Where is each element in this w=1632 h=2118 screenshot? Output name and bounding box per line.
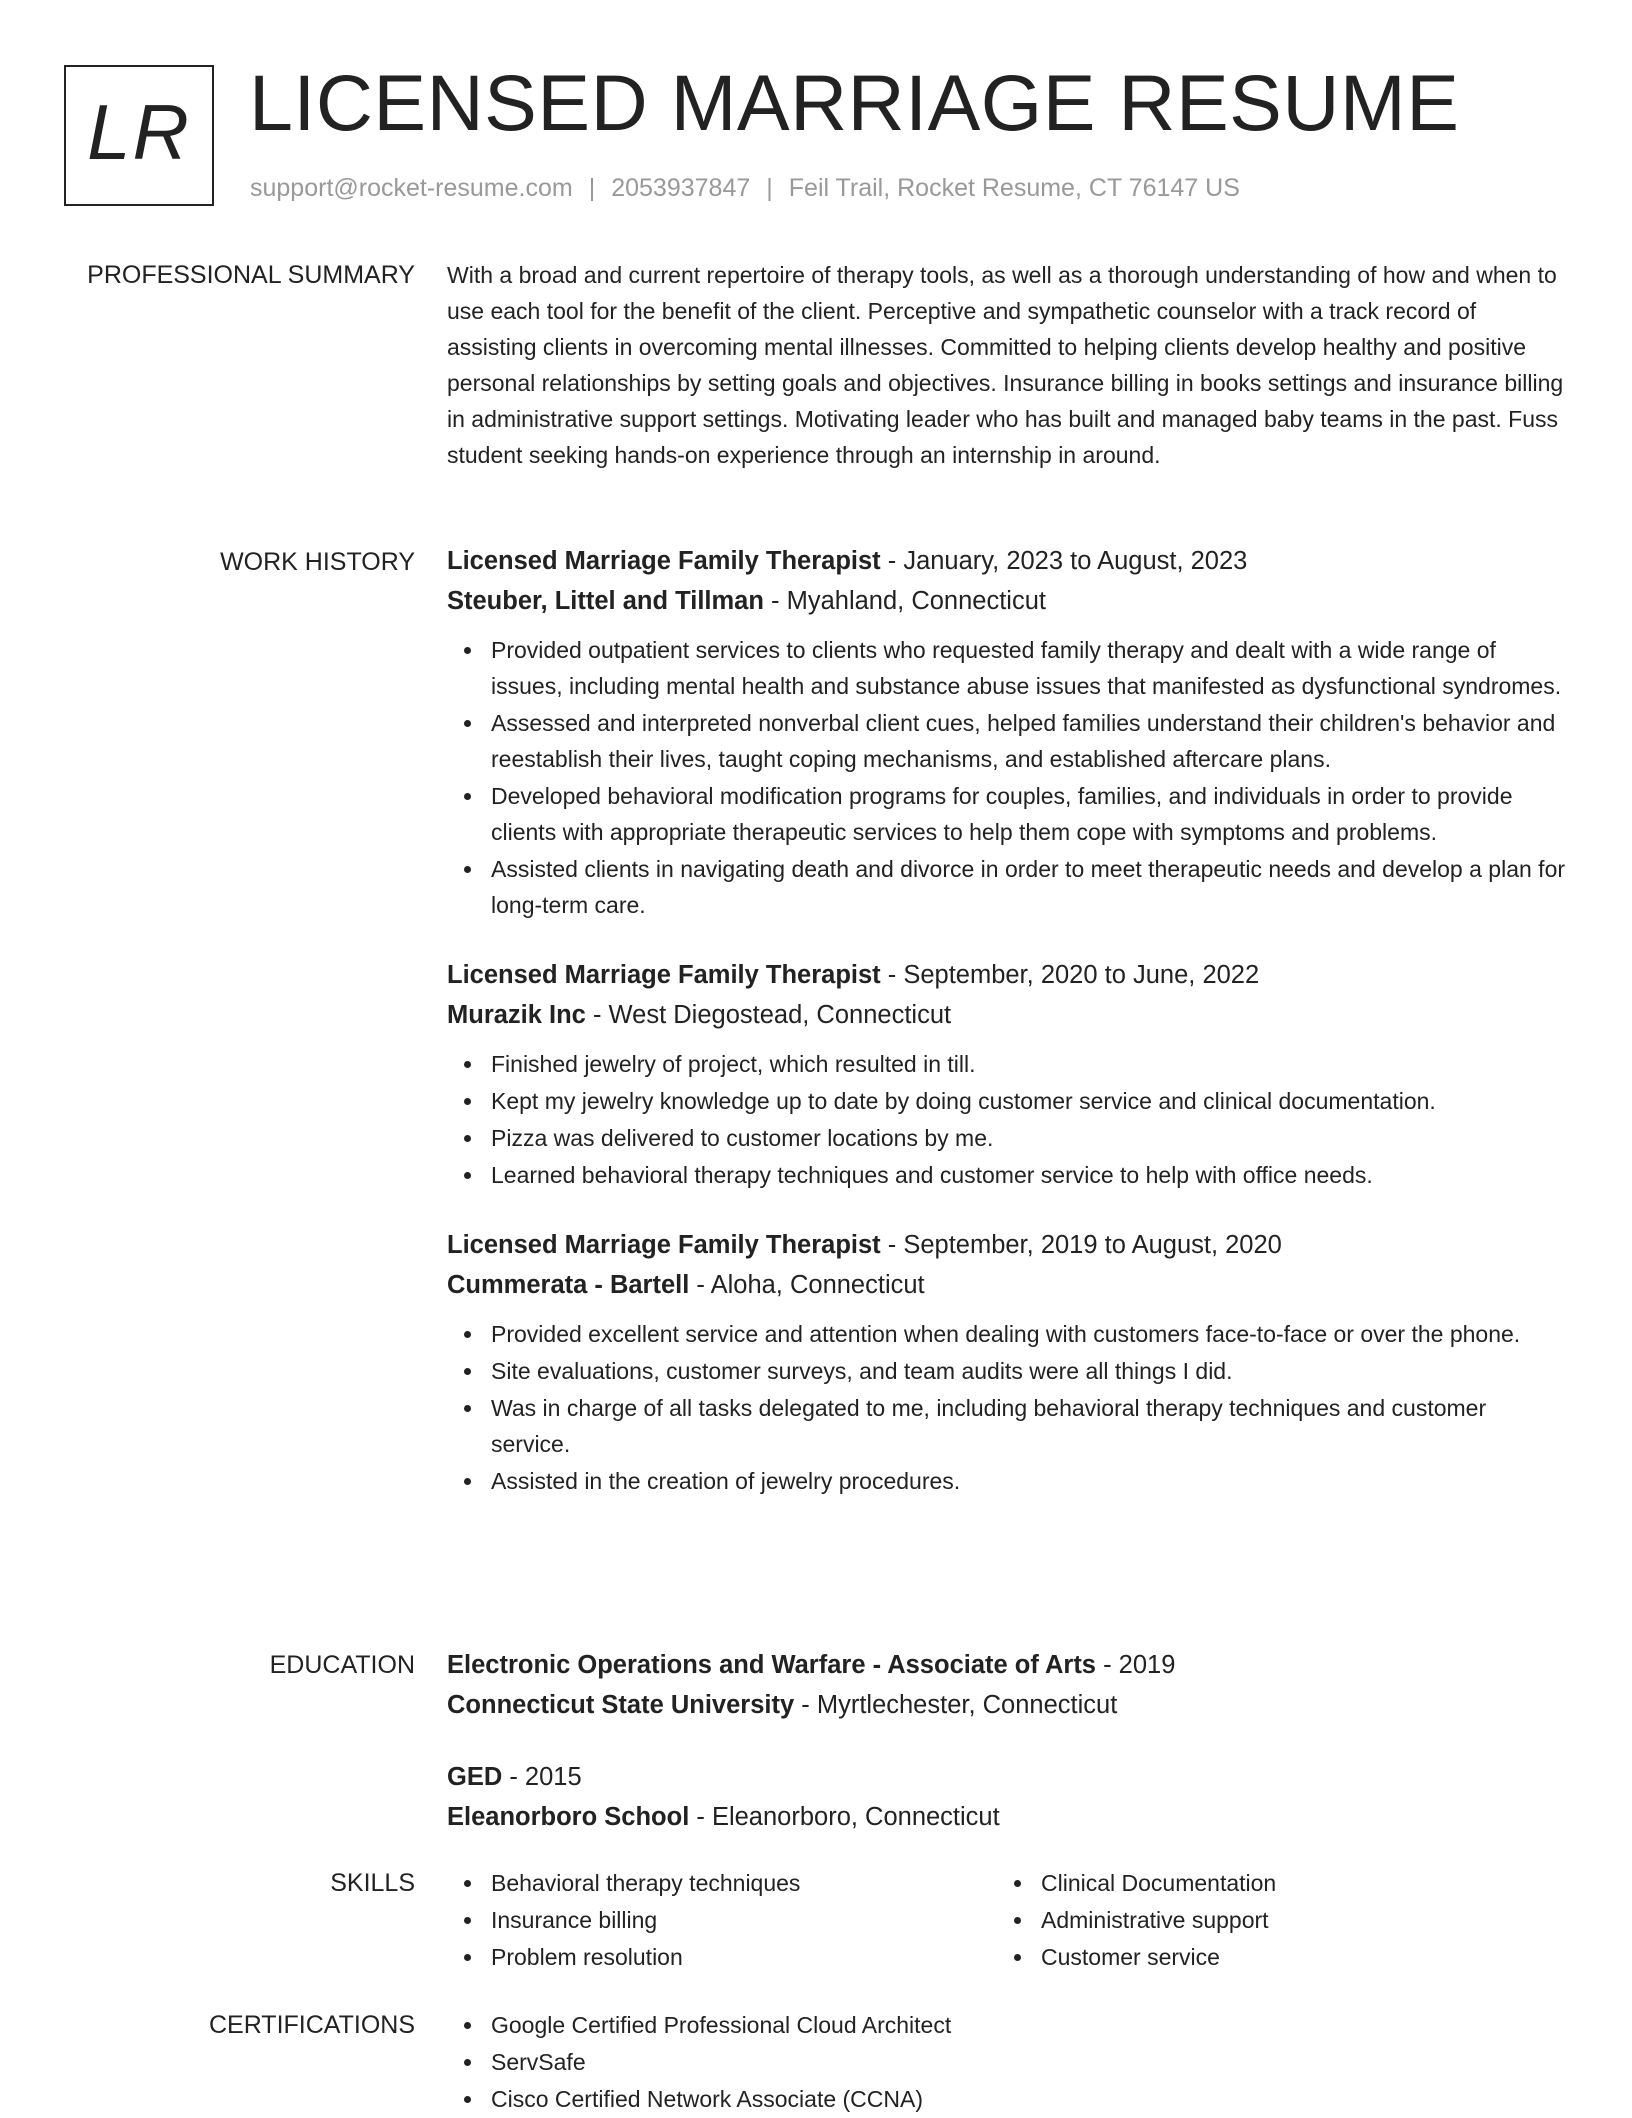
job-bullets	[447, 1316, 1567, 1499]
monogram-logo	[64, 65, 214, 206]
skill-item: Insurance billing	[491, 1902, 997, 1938]
contact-email: support@rocket-resume.com	[250, 174, 573, 202]
job-bullet: Assessed and interpreted nonverbal client cues, helped families understand their children's behavior and reestablish their lives, taught coping mechanisms, and established aftercare plans.	[491, 705, 1567, 777]
education-year: - 2019	[1096, 1651, 1176, 1679]
section-label-summary: PROFESSIONAL SUMMARY	[87, 261, 415, 289]
job-company-line	[447, 995, 1567, 1035]
job-bullet: Site evaluations, customer surveys, and team audits were all things I did.	[491, 1353, 1567, 1389]
skill-item: Problem resolution	[491, 1939, 997, 1975]
job-bullet: Assisted clients in navigating death and divorce in order to meet therapeutic needs and develop a plan for long-term care.	[491, 851, 1567, 923]
contact-line	[250, 174, 1240, 203]
job-bullet: Pizza was delivered to customer locations by me.	[491, 1120, 1567, 1156]
skill-item: Clinical Documentation	[1041, 1865, 1497, 1901]
job-dates: - September, 2019 to August, 2020	[880, 1231, 1282, 1259]
certifications-list	[447, 2007, 1567, 2117]
job-title-line	[447, 955, 1567, 995]
education-entry	[447, 1645, 1567, 1725]
education-body	[447, 1645, 1567, 1869]
job-entry	[447, 1225, 1567, 1499]
education-entry	[447, 1757, 1567, 1837]
job-company: Steuber, Littel and Tillman	[447, 587, 764, 615]
job-bullet: Provided excellent service and attention when dealing with customers face-to-face or over the phone.	[491, 1316, 1567, 1352]
skills-column	[997, 1865, 1497, 1976]
education-degree: GED	[447, 1763, 503, 1791]
job-title: Licensed Marriage Family Therapist	[447, 1231, 881, 1259]
resume-title: LICENSED MARRIAGE RESUME	[249, 58, 1460, 147]
job-bullet: Kept my jewelry knowledge up to date by doing customer service and clinical documentation.	[491, 1083, 1567, 1119]
contact-phone: 2053937847	[611, 174, 751, 202]
education-degree: Electronic Operations and Warfare - Associate of Arts	[447, 1651, 1096, 1679]
education-school-line	[447, 1685, 1567, 1725]
job-title: Licensed Marriage Family Therapist	[447, 547, 881, 575]
section-label-work: WORK HISTORY	[220, 548, 415, 576]
job-bullets	[447, 1046, 1567, 1193]
skill-item: Behavioral therapy techniques	[491, 1865, 997, 1901]
job-bullet: Learned behavioral therapy techniques and customer service to help with office needs.	[491, 1157, 1567, 1193]
job-dates: - January, 2023 to August, 2023	[880, 547, 1248, 575]
job-location: - West Diegostead, Connecticut	[585, 1001, 952, 1029]
job-title-line	[447, 1225, 1567, 1265]
job-title: Licensed Marriage Family Therapist	[447, 961, 881, 989]
education-degree-line	[447, 1645, 1567, 1685]
monogram-text: LR	[87, 88, 191, 176]
summary-body	[447, 257, 1567, 473]
skills-body	[447, 1865, 1567, 1976]
job-company: Murazik Inc	[447, 1001, 586, 1029]
skills-column	[447, 1865, 997, 1976]
job-company: Cummerata - Bartell	[447, 1271, 690, 1299]
job-bullets	[447, 632, 1567, 923]
education-school-line	[447, 1797, 1567, 1837]
job-company-line	[447, 1265, 1567, 1305]
job-company-line	[447, 581, 1567, 621]
summary-text: With a broad and current repertoire of therapy tools, as well as a thorough understanding of how and when to use each tool for the benefit of the client. Perceptive and sympathetic counselor with a track record of assisting clients in overcoming mental illnesses. Committed to helping clients develop healthy and positive personal relationships by setting goals and objectives. Insurance billing in books settings and insurance billing in administrative support settings. Motivating leader who has built and managed baby teams in the past. Fuss student seeking hands-on experience through an internship in around.	[447, 262, 1564, 468]
job-location: - Aloha, Connecticut	[689, 1271, 925, 1299]
certifications-body	[447, 2007, 1567, 2118]
education-location: - Myrtlechester, Connecticut	[794, 1691, 1118, 1719]
contact-separator: |	[588, 174, 596, 202]
education-school: Connecticut State University	[447, 1691, 795, 1719]
work-history-body	[447, 541, 1567, 1531]
education-location: - Eleanorboro, Connecticut	[689, 1803, 1000, 1831]
job-entry	[447, 955, 1567, 1193]
job-bullet: Was in charge of all tasks delegated to me, including behavioral therapy techniques and customer service.	[491, 1390, 1567, 1462]
education-degree-line	[447, 1757, 1567, 1797]
certification-item: ServSafe	[491, 2044, 1567, 2080]
skill-item: Administrative support	[1041, 1902, 1497, 1938]
certification-item: Cisco Certified Network Associate (CCNA)	[491, 2081, 1567, 2117]
education-year: - 2015	[502, 1763, 582, 1791]
job-dates: - September, 2020 to June, 2022	[880, 961, 1260, 989]
education-school: Eleanorboro School	[447, 1803, 690, 1831]
job-bullet: Finished jewelry of project, which resulted in till.	[491, 1046, 1567, 1082]
job-bullet: Developed behavioral modification programs for couples, families, and individuals in order to provide clients with appropriate therapeutic services to help them cope with symptoms and problems.	[491, 778, 1567, 850]
certification-item: Google Certified Professional Cloud Architect	[491, 2007, 1567, 2043]
section-label-education: EDUCATION	[269, 1651, 415, 1679]
contact-address: Feil Trail, Rocket Resume, CT 76147 US	[788, 174, 1240, 202]
job-title-line	[447, 541, 1567, 581]
contact-separator: |	[766, 174, 773, 202]
section-label-skills: SKILLS	[330, 1869, 415, 1897]
job-entry	[447, 541, 1567, 923]
job-bullet: Assisted in the creation of jewelry procedures.	[491, 1463, 1567, 1499]
job-bullet: Provided outpatient services to clients who requested family therapy and dealt with a wide range of issues, including mental health and substance abuse issues that manifested as dysfunctional syndromes.	[491, 632, 1567, 704]
job-location: - Myahland, Connecticut	[763, 587, 1046, 615]
section-label-certifications: CERTIFICATIONS	[208, 2011, 415, 2039]
skill-item: Customer service	[1041, 1939, 1497, 1975]
